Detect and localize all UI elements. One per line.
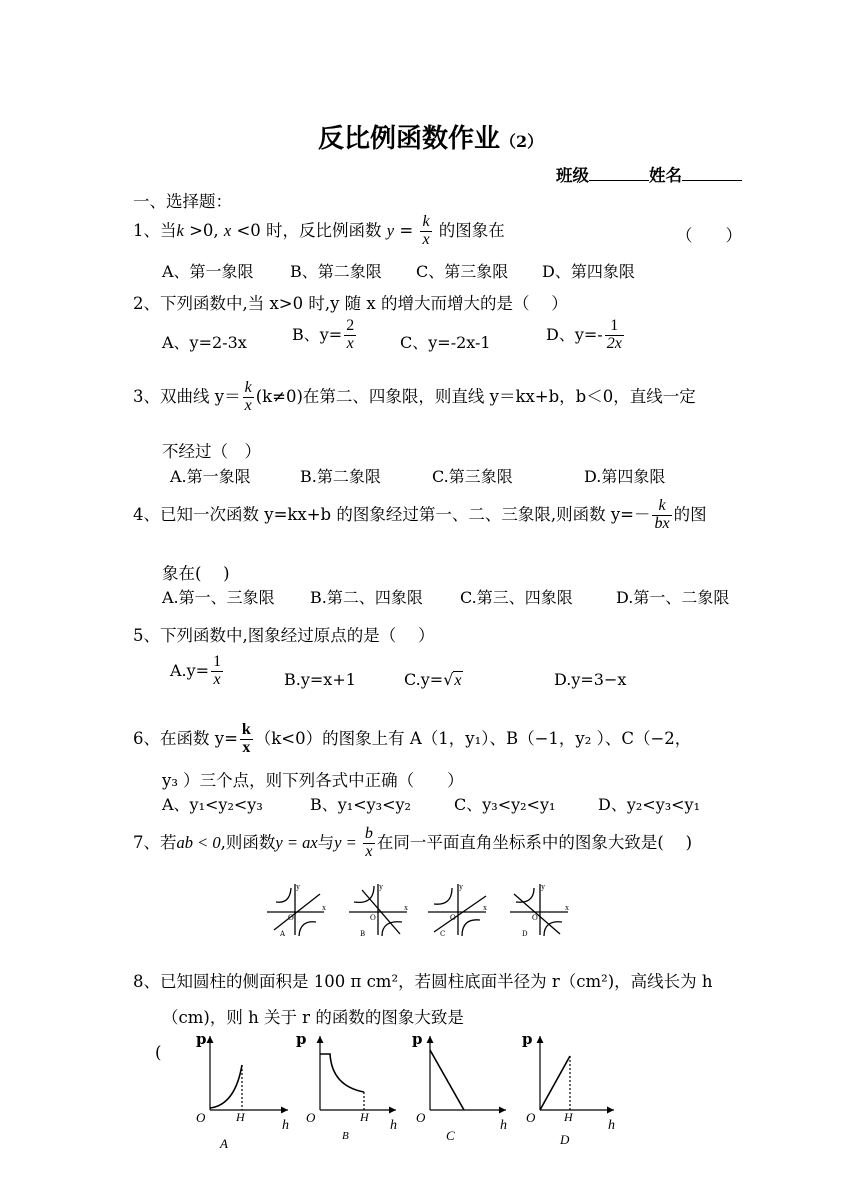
q8-origin-b: O xyxy=(306,1110,316,1125)
question-4: 4、已知一次函数 y=kx+b 的图象经过第一、二、三象限,则函数 y=－ $\frac{k}{bx}$ 的图 xyxy=(133,497,707,532)
q4-option-d: D.第一、二象限 xyxy=(616,588,730,607)
svg-text:y: y xyxy=(379,882,383,891)
fraction: $\frac{k}{x}$ xyxy=(422,213,430,248)
q5-option-b: B.y=x+1 xyxy=(284,670,356,689)
q6-option-a: A、y₁<y₂<y₃ xyxy=(162,795,263,814)
q1-option-a: A、第一象限 xyxy=(162,262,254,281)
q6-option-c: C、y₃<y₂<y₁ xyxy=(454,795,556,814)
question-5: 5、下列函数中,图象经过原点的是（ ） xyxy=(133,626,435,645)
q5-option-a: A.y= $\frac{1}{x}$ xyxy=(170,653,222,688)
q8-axis-y-a: p xyxy=(196,1030,207,1048)
q7-label-a: A xyxy=(280,930,286,938)
question-3-cont: 不经过（ ） xyxy=(162,442,261,461)
question-6-cont: y₃ ）三个点，则下列各式中正确（ ） xyxy=(162,771,464,790)
q8-origin-a: O xyxy=(196,1110,206,1125)
question-3: 3、双曲线 y＝ $\frac{k}{x}$ (k≠0)在第二、四象限，则直线 y＝kx+b，b＜0，直线一定 xyxy=(133,379,696,414)
svg-text:O: O xyxy=(288,913,294,922)
q8-tick-d: H xyxy=(564,1110,573,1124)
q8-tick-a: H xyxy=(236,1110,245,1124)
q3-option-d: D.第四象限 xyxy=(584,467,666,486)
q1-option-c: C、第三象限 xyxy=(416,262,509,281)
page-title: 反比例函数作业（2） xyxy=(318,124,544,154)
q7-label-c: C xyxy=(440,930,446,938)
svg-text:y: y xyxy=(459,882,463,891)
q3-option-a: A.第一象限 xyxy=(170,467,251,486)
svg-text:x: x xyxy=(404,903,408,912)
q5-option-d: D.y=3−x xyxy=(554,670,627,689)
svg-text:O: O xyxy=(532,913,538,922)
q4-option-b: B.第二、四象限 xyxy=(310,588,423,607)
question-8: 8、已知圆柱的侧面积是 100 π cm²，若圆柱底面半径为 r（cm²)，高线长为 h xyxy=(133,972,713,991)
class-blank[interactable] xyxy=(589,180,649,181)
q5-option-c: C.y=√x xyxy=(404,670,462,689)
q8-tick-b: H xyxy=(360,1110,369,1124)
q8-axis-x-a: h xyxy=(282,1118,289,1133)
q3-option-b: B.第二象限 xyxy=(300,467,381,486)
q6-option-b: B、y₁<y₃<y₂ xyxy=(310,795,411,814)
svg-text:x: x xyxy=(565,903,569,912)
q8-axis-y-b: p xyxy=(296,1030,307,1048)
svg-text:O: O xyxy=(450,913,456,922)
q4-option-c: C.第三、四象限 xyxy=(460,588,573,607)
q8-axis-y-d: p xyxy=(522,1030,533,1048)
student-info xyxy=(556,162,742,186)
class-label: 班级 xyxy=(556,166,589,185)
question-7: 7、若ab < 0,则函数y = ax与y = $\frac{b}{x}$ 在同一平面直角坐标系中的图象大致是( ) xyxy=(133,825,693,860)
q8-graphs xyxy=(190,1030,630,1148)
q7-label-d: D xyxy=(522,930,528,938)
svg-text:y: y xyxy=(541,882,545,891)
svg-text:x: x xyxy=(322,903,326,912)
question-6: 6、在函数 y= $\frac{k}{x}$ （k<0）的图象上有 A（1，y₁）、B（−1，y₂ ）、C（−2， xyxy=(133,721,692,756)
q8-label-c: C xyxy=(446,1128,455,1143)
answer-paren: ( xyxy=(155,1043,162,1062)
question-4-cont: 象在( ) xyxy=(162,564,230,583)
svg-text:x: x xyxy=(483,903,487,912)
q8-axis-x-c: h xyxy=(500,1118,507,1133)
q8-origin-d: O xyxy=(526,1110,536,1125)
svg-text:O: O xyxy=(370,913,376,922)
answer-paren: （ ） xyxy=(676,226,742,245)
question-2: 2、下列函数中,当 x>0 时,y 随 x 的增大而增大的是（ ） xyxy=(133,294,568,313)
q3-option-c: C.第三象限 xyxy=(432,467,513,486)
q2-option-a: A、y=2-3x xyxy=(162,333,247,352)
q8-axis-x-b: h xyxy=(390,1118,397,1133)
q1-option-b: B、第二象限 xyxy=(290,262,382,281)
q2-option-c: C、y=-2x-1 xyxy=(400,333,491,352)
svg-text:y: y xyxy=(296,882,300,891)
q8-label-b: B xyxy=(342,1130,349,1142)
section-heading: 一、选择题： xyxy=(133,192,232,211)
question-1: 1、当k >0, x <0 时，反比例函数 y = $\frac{k}{x}$ 的图象在 xyxy=(133,213,505,248)
name-label: 姓名 xyxy=(649,166,682,185)
q7-label-b: B xyxy=(360,930,366,938)
q6-option-d: D、y₂<y₃<y₁ xyxy=(598,795,701,814)
question-8-cont: （cm)，则 h 关于 r 的函数的图象大致是 xyxy=(162,1008,464,1027)
q8-axis-x-d: h xyxy=(608,1118,615,1133)
q2-option-d: D、y=- $\frac{1}{2x}$ xyxy=(546,317,622,352)
q8-axis-y-c: p xyxy=(412,1030,423,1048)
q8-origin-c: O xyxy=(416,1110,426,1125)
q8-label-a: A xyxy=(220,1136,228,1151)
q1-option-d: D、第四象限 xyxy=(542,262,635,281)
q8-label-d: D xyxy=(560,1132,570,1147)
q4-option-a: A.第一、三象限 xyxy=(162,588,275,607)
name-blank[interactable] xyxy=(682,180,742,181)
q2-option-b: B、y= $\frac{2}{x}$ xyxy=(292,317,355,352)
